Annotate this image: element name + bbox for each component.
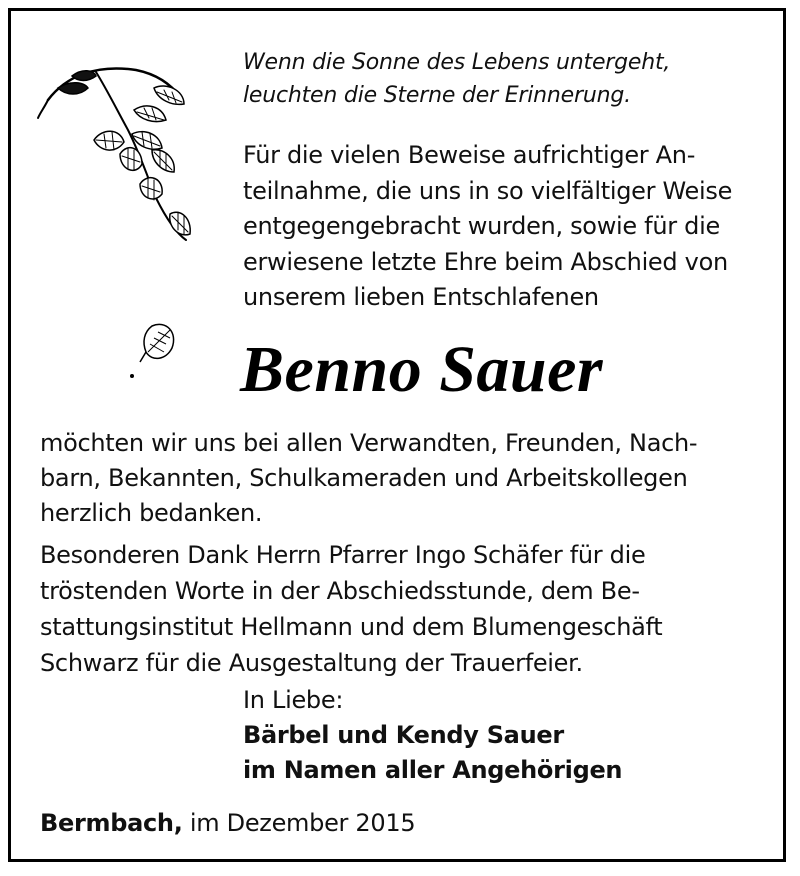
thanks-line: möchten wir uns bei allen Verwandten, Freunden, Nach- — [40, 429, 698, 457]
falling-leaf-icon — [126, 318, 182, 388]
motto-line: Wenn die Sonne des Lebens untergeht, — [243, 50, 671, 75]
deceased-name: Benno Sauer — [240, 333, 604, 406]
thanks-line: barn, Bekannten, Schulkameraden und Arbeitskollegen — [40, 464, 688, 492]
place-name: Bermbach, — [40, 809, 183, 837]
intro-line: Für die vielen Beweise aufrichtiger An- — [243, 141, 696, 169]
intro-line: erwiesene letzte Ehre beim Abschied von — [243, 247, 728, 276]
special-thanks-line: Schwarz für die Ausgestaltung der Trauerfeier. — [40, 649, 583, 677]
special-thanks-paragraph — [40, 537, 752, 681]
thanks-paragraph — [40, 426, 752, 531]
intro-line: unserem lieben Entschlafenen — [243, 283, 599, 311]
special-thanks-line: stattungsinstitut Hellmann und dem Blumengeschäft — [40, 613, 663, 641]
place-date — [40, 806, 540, 841]
intro-line: teilnahme, die uns in so vielfältiger Weise — [243, 176, 733, 205]
special-thanks-line: Besonderen Dank Herrn Pfarrer Ingo Schäfer für die — [40, 541, 646, 569]
thanks-line: herzlich bedanken. — [40, 499, 263, 527]
intro-line: entgegengebracht wurden, sowie für die — [243, 212, 720, 240]
signature-on-behalf: im Namen aller Angehörigen — [243, 756, 623, 784]
signature-intro: In Liebe: — [243, 686, 344, 714]
birch-branch-icon — [36, 58, 206, 258]
signature-block — [243, 683, 723, 788]
intro-paragraph — [243, 138, 753, 316]
date-text: im Dezember 2015 — [189, 809, 416, 837]
special-thanks-line: tröstenden Worte in der Abschiedsstunde, dem Be- — [40, 577, 640, 605]
memorial-motto — [243, 46, 763, 112]
motto-line: leuchten die Sterne der Erinnerung. — [243, 83, 631, 108]
signature-names: Bärbel und Kendy Sauer — [243, 721, 564, 749]
